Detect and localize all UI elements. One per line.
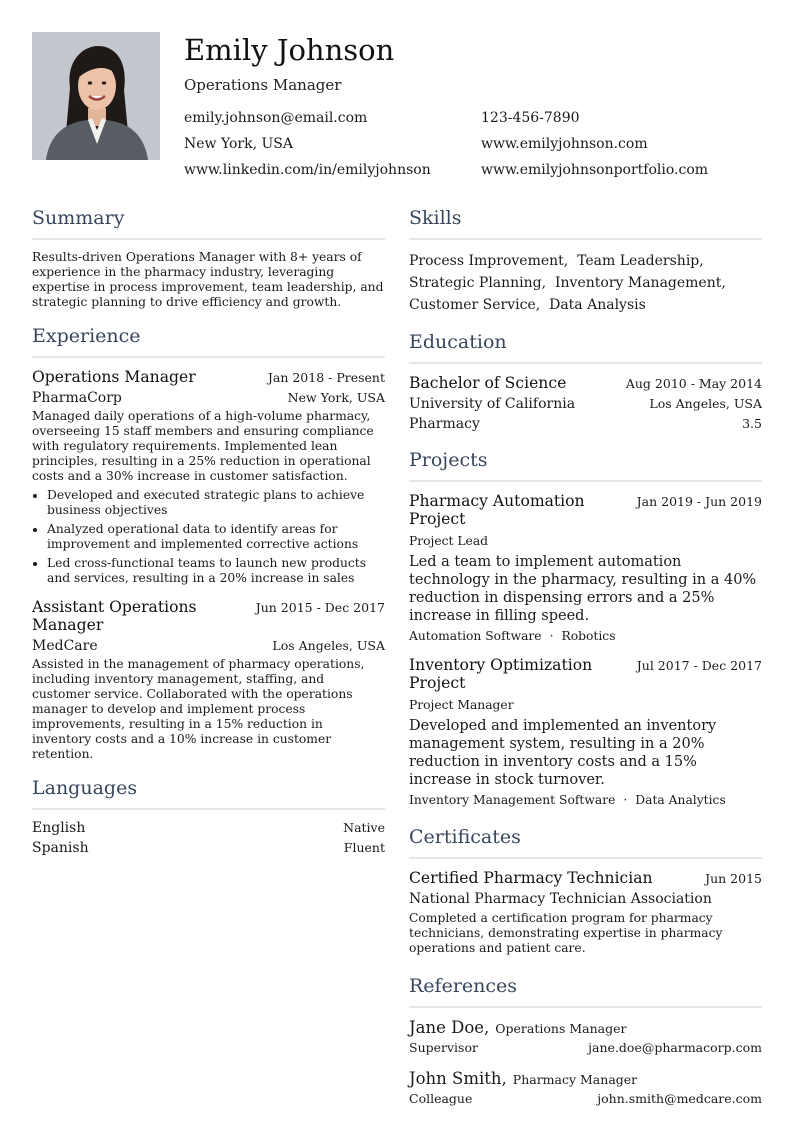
languages-heading: Languages (32, 777, 138, 799)
reference-email[interactable]: john.smith@medcare.com (597, 1091, 762, 1106)
skills-heading: Skills (409, 207, 462, 229)
reference-name: Jane Doe, (409, 1018, 490, 1037)
reference-email[interactable]: jane.doe@pharmacorp.com (588, 1040, 762, 1055)
achievement-item: • Developed and executed strategic plans to achieve business objectives (47, 488, 385, 518)
company-name: PharmaCorp (32, 390, 122, 406)
project-description: Led a team to implement automation technology in the pharmacy, resulting in a 40% reduction in dispensing errors and a 25% increase in filling speed. (409, 554, 757, 624)
education-heading: Education (409, 331, 507, 353)
section-divider (409, 1006, 762, 1008)
section-divider (409, 238, 762, 240)
language-name: English (32, 820, 86, 836)
reference-role: Pharmacy Manager (512, 1072, 638, 1087)
reference-relation: Supervisor (409, 1040, 478, 1055)
certificate-title: Certified Pharmacy Technician (409, 869, 653, 887)
skill-item: Process Improvement, (409, 253, 569, 269)
profile-photo-icon (32, 32, 160, 160)
education-dates: Aug 2010 - May 2014 (625, 376, 762, 391)
company-name: MedCare (32, 638, 98, 654)
school-name: University of California (409, 396, 576, 412)
job-location: New York, USA (287, 390, 385, 405)
experience-item (32, 368, 385, 586)
reference-name: John Smith, (409, 1069, 507, 1088)
project-tag: Automation Software (409, 629, 542, 643)
skill-item: Data Analysis (549, 297, 646, 313)
experience-item (32, 598, 385, 762)
job-dates: Jan 2018 - Present (267, 370, 385, 385)
achievement-item: • Analyzed operational data to identify areas for improvement and implemented corrective actions (47, 522, 385, 552)
achievement-list (32, 488, 385, 586)
section-divider (409, 362, 762, 364)
certificate-description: Completed a certification program for pharmacy technicians, demonstrating expertise in pharmacy operations and patient care. (409, 911, 723, 955)
language-row (32, 840, 385, 856)
job-location: Los Angeles, USA (272, 638, 385, 653)
profile-photo (32, 32, 160, 160)
skills-list (409, 250, 762, 316)
right-column (409, 206, 762, 1106)
certificate-issuer: National Pharmacy Technician Association (409, 891, 712, 907)
language-name: Spanish (32, 840, 89, 856)
school-location: Los Angeles, USA (649, 396, 762, 411)
skill-item: Inventory Management, (555, 275, 726, 291)
project-tag: Robotics (561, 629, 616, 643)
section-divider (409, 857, 762, 859)
gpa-value: 3.5 (742, 416, 762, 431)
summary-text: Results-driven Operations Manager with 8+ years of experience in the pharmacy industry, leveraging expertise in process improvement, team leadership, and strategic planning to drive efficiency and growth. (32, 250, 384, 309)
project-description: Developed and implemented an inventory management system, resulting in a 20% reduction in inventory costs and a 15% increase in stock turnover. (409, 718, 717, 788)
email-link[interactable]: emily.johnson@email.com (184, 110, 368, 126)
website-link[interactable]: www.emilyjohnson.com (481, 136, 648, 152)
project-dates: Jul 2017 - Dec 2017 (636, 658, 762, 673)
separator-dot: · (549, 629, 554, 643)
reference-role: Operations Manager (495, 1021, 627, 1036)
separator-dot: · (623, 793, 628, 807)
field-of-study: Pharmacy (409, 416, 480, 432)
project-item (409, 656, 762, 807)
linkedin-link[interactable]: www.linkedin.com/in/emilyjohnson (184, 162, 431, 178)
section-divider (409, 480, 762, 482)
portfolio-link[interactable]: www.emilyjohnsonportfolio.com (481, 162, 709, 178)
candidate-name: Emily Johnson (184, 33, 395, 67)
skill-item: Team Leadership, (577, 253, 704, 269)
location-text: New York, USA (184, 136, 293, 152)
project-tag: Inventory Management Software (409, 793, 616, 807)
left-column (32, 206, 385, 1106)
project-tags (409, 793, 762, 807)
resume-header (32, 32, 762, 192)
project-tag: Data Analytics (635, 793, 726, 807)
summary-heading: Summary (32, 207, 125, 229)
projects-heading: Projects (409, 449, 488, 471)
section-divider (32, 356, 385, 358)
reference-item (409, 1018, 762, 1055)
project-role: Project Manager (409, 698, 514, 712)
project-title: Inventory Optimization Project (409, 656, 593, 692)
degree-name: Bachelor of Science (409, 374, 567, 392)
project-role: Project Lead (409, 534, 489, 548)
experience-heading: Experience (32, 325, 141, 347)
phone-number[interactable]: 123-456-7890 (481, 110, 580, 126)
job-description: Managed daily operations of a high-volume pharmacy, overseeing 15 staff members and ensuring compliance with regulatory requirements. Implemented lean principles, resulting in a 25% reduction in operational costs and a 30% increase in customer satisfaction. (32, 409, 374, 483)
job-description: Assisted in the management of pharmacy operations, including inventory management, staffing, and customer service. Collaborated with the operations manager to develop and implement process improvements, resulting in a 15% reduction in inventory costs and a 10% increase in customer retention. (32, 657, 365, 761)
section-divider (32, 808, 385, 810)
references-heading: References (409, 975, 518, 997)
reference-relation: Colleague (409, 1091, 473, 1106)
project-dates: Jan 2019 - Jun 2019 (636, 494, 762, 509)
job-title: Assistant Operations Manager (32, 598, 197, 634)
project-title: Pharmacy Automation Project (409, 492, 585, 528)
certificates-heading: Certificates (409, 826, 521, 848)
candidate-title: Operations Manager (184, 76, 342, 94)
contact-grid (184, 109, 762, 180)
achievement-item: • Led cross-functional teams to launch new products and services, resulting in a 20% increase in sales (47, 556, 385, 586)
skill-item: Strategic Planning, (409, 275, 547, 291)
job-dates: Jun 2015 - Dec 2017 (255, 600, 385, 615)
job-title: Operations Manager (32, 368, 196, 386)
language-level: Native (343, 820, 385, 835)
certificate-date: Jun 2015 (705, 871, 762, 886)
language-level: Fluent (343, 840, 385, 855)
skill-item: Customer Service, (409, 297, 541, 313)
language-row (32, 820, 385, 836)
reference-item (409, 1069, 762, 1106)
section-divider (32, 238, 385, 240)
project-tags (409, 629, 762, 643)
project-item (409, 492, 762, 643)
